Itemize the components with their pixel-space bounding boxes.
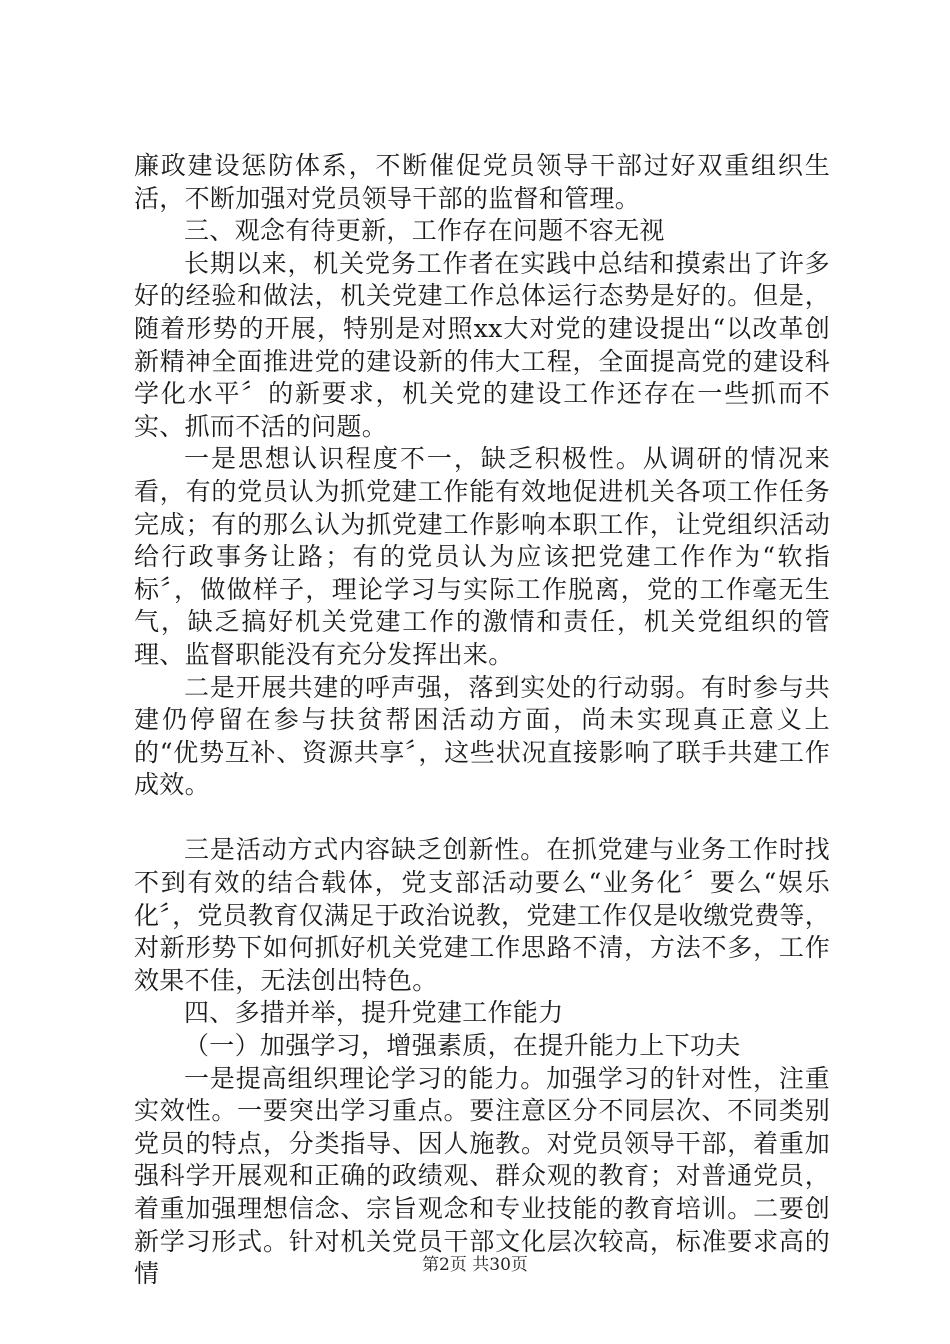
- section-heading-3: 三、观念有待更新，工作存在问题不容无视: [184, 216, 665, 246]
- paragraph: 一是提高组织理论学习的能力。加强学习的针对性，注重实效性。一要突出学习重点。要注意区分不同层次、不同类别党员的特点，分类指导、因人施教。对党员领导干部，着重加强科学开展观和正确的政绩观、群众观的教育；对普通党员，着重加强理想信念、宗旨观念和专业技能的教育培训。二要创新学习形式。针对机关党员干部文化层次较高，标准要求高的情: [134, 1063, 830, 1289]
- paragraph: 一是思想认识程度不一，缺乏积极性。从调研的情况来看，有的党员认为抓党建工作能有效地促进机关各项工作任务完成；有的那么认为抓党建工作影响本职工作，让党组织活动给行政事务让路；有的党员认为应该把党建工作作为“软指标〞，做做样子，理论学习与实际工作脱离，党的工作毫无生气，缺乏搞好机关党建工作的激情和责任，机关党组织的管理、监督职能没有充分发挥出来。: [134, 444, 830, 669]
- paragraph-continuation: 廉政建设惩防体系，不断催促党员领导干部过好双重组织生活，不断加强对党员领导干部的监督和管理。: [134, 151, 830, 213]
- document-body: [134, 150, 830, 1291]
- paragraph: 三是活动方式内容缺乏创新性。在抓党建与业务工作时找不到有效的结合载体，党支部活动要么“业务化〞要么“娱乐化〞，党员教育仅满足于政治说教，党建工作仅是收缴党费等，对新形势下如何抓好机关党建工作思路不清，方法不多，工作效果不佳，无法创出特色。: [134, 835, 830, 995]
- paragraph: 长期以来，机关党务工作者在实践中总结和摸索出了许多好的经验和做法，机关党建工作总体运行态势是好的。但是，随着形势的开展，特别是对照xx大对党的建设提出“以改革创新精神全面推进党的建设新的伟大工程，全面提高党的建设科学化水平〞的新要求，机关党的建设工作还存在一些抓而不实、抓而不活的问题。: [134, 248, 830, 441]
- page-number: 第2页 共30页: [422, 1255, 528, 1275]
- subsection-heading: （一）加强学习，增强素质，在提升能力上下功夫: [184, 1031, 741, 1061]
- paragraph: 二是开展共建的呼声强，落到实处的行动弱。有时参与共建仍停留在参与扶贫帮困活动方面，尚未实现真正意义上的“优势互补、资源共享〞，这些状况直接影响了联手共建工作成效。: [134, 672, 830, 800]
- section-heading-4: 四、多措并举，提升党建工作能力: [184, 998, 564, 1028]
